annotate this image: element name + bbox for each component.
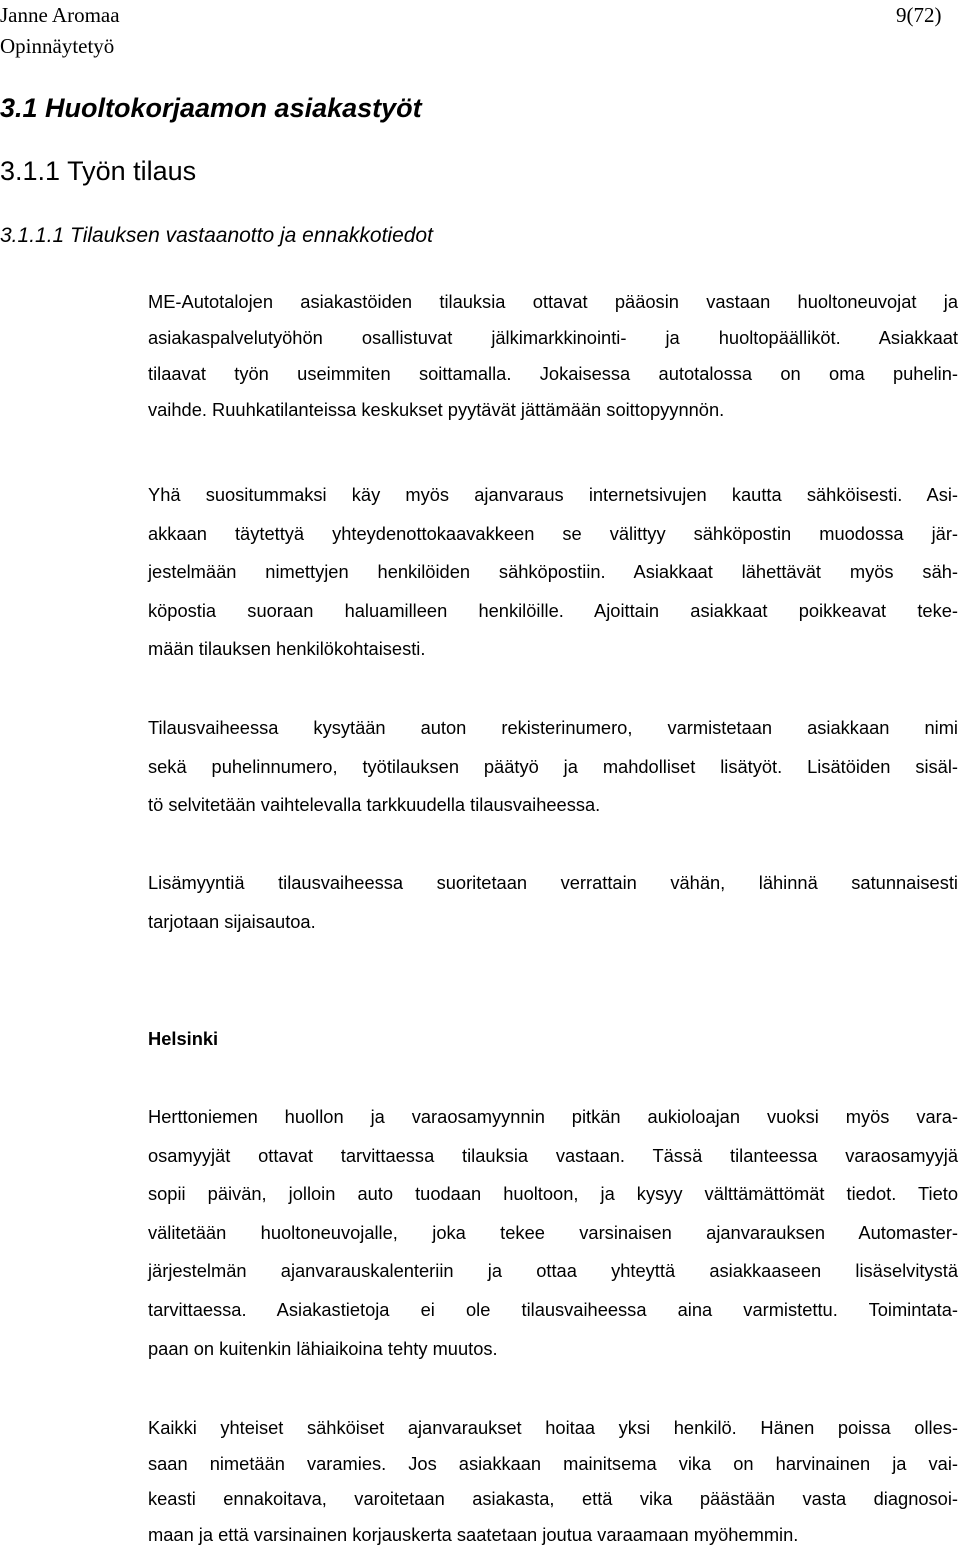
text-line: osamyyjät ottavat tarvittaessa tilauksia vastaan. Tässä tilanteessa varaosamyyjä xyxy=(148,1144,958,1166)
paragraph-online-booking xyxy=(148,476,958,669)
text-line: keasti ennakoitava, varoitetaan asiakasta, että vika päästään vasta diagnosoi- xyxy=(148,1488,958,1509)
text-line: Yhä suositummaksi käy myös ajanvaraus internetsivujen kautta sähköisesti. Asi- xyxy=(148,484,958,505)
text-line: paan on kuitenkin lähiaikoina tehty muutos. xyxy=(148,1337,498,1359)
text-line: tarvittaessa. Asiakastietoja ei ole tilausvaiheessa aina varmistettu. Toimintata- xyxy=(148,1298,958,1320)
header-author: Janne Aromaa xyxy=(0,3,120,27)
text-line: tarjotaan sijaisautoa. xyxy=(148,910,316,932)
paragraph-herttoniemi xyxy=(148,1098,958,1368)
text-line: Herttoniemen huollon ja varaosamyynnin pitkän aukioloajan vuoksi myös vara- xyxy=(148,1106,958,1127)
text-line: tö selvitetään vaihtelevalla tarkkuudella tilausvaiheessa. xyxy=(148,794,601,815)
heading-level-1: 3.1 Huoltokorjaamon asiakastyöt xyxy=(0,93,422,123)
text-line: jestelmään nimettyjen henkilöiden sähköpostiin. Asiakkaat lähettävät myös säh- xyxy=(148,561,958,582)
paragraph-order-intake xyxy=(148,284,958,428)
text-line: Tilausvaiheessa kysytään auton rekisterinumero, varmistetaan asiakkaan nimi xyxy=(148,717,958,738)
subheading-helsinki: Helsinki xyxy=(148,1028,219,1049)
paragraph-additional-sales xyxy=(148,864,958,941)
paragraph-order-phase xyxy=(148,709,958,825)
text-line: asiakaspalvelutyöhön osallistuvat jälkimarkkinointi- ja huoltopäälliköt. Asiakkaat xyxy=(148,327,958,348)
header-doc-type: Opinnäytetyö xyxy=(0,34,115,58)
text-line: Kaikki yhteiset sähköiset ajanvaraukset hoitaa yksi henkilö. Hänen poissa olles- xyxy=(148,1417,958,1438)
text-line: järjestelmän ajanvarauskalenteriin ja ottaa yhteyttä asiakkaaseen lisäselvitystä xyxy=(148,1260,958,1282)
header-page-number: 9(72) xyxy=(896,3,942,27)
text-line: sekä puhelinnumero, työtilauksen päätyö ja mahdolliset lisätyöt. Lisätöiden sisäl- xyxy=(148,755,958,777)
text-line: mään tilauksen henkilökohtaisesti. xyxy=(148,638,426,659)
text-line: vaihde. Ruuhkatilanteissa keskukset pyytävät jättämään soittopyynnön. xyxy=(148,399,725,420)
heading-level-2: 3.1.1 Työn tilaus xyxy=(0,156,197,186)
text-line: köpostia suoraan haluamilleen henkilöille. Ajoittain asiakkaat poikkeavat teke- xyxy=(148,599,958,621)
text-line: välitetään huoltoneuvojalle, joka tekee varsinaisen ajanvarauksen Automaster- xyxy=(148,1221,958,1243)
text-line: ME-Autotalojen asiakastöiden tilauksia ottavat pääosin vastaan huoltoneuvojat ja xyxy=(148,291,958,312)
heading-level-3: 3.1.1.1 Tilauksen vastaanotto ja ennakkotiedot xyxy=(0,224,433,247)
text-line: sopii päivän, jolloin auto tuodaan huoltoon, ja kysyy välttämättömät tiedot. Tieto xyxy=(148,1183,958,1205)
text-line: saan nimetään varamies. Jos asiakkaan mainitsema vika on harvinainen ja vai- xyxy=(148,1452,958,1474)
text-line: maan ja että varsinainen korjauskerta saatetaan joutua varaamaan myöhemmin. xyxy=(148,1523,799,1545)
text-line: akkaan täytettyä yhteydenottokaavakkeen se välittyy sähköpostin muodossa jär- xyxy=(148,522,958,544)
text-line: Lisämyyntiä tilausvaiheessa suoritetaan verrattain vähän, lähinnä satunnaisesti xyxy=(148,872,958,893)
paragraph-electronic-bookings xyxy=(148,1410,958,1552)
text-line: tilaavat työn useimmiten soittamalla. Jokaisessa autotalossa on oma puhelin- xyxy=(148,363,958,384)
